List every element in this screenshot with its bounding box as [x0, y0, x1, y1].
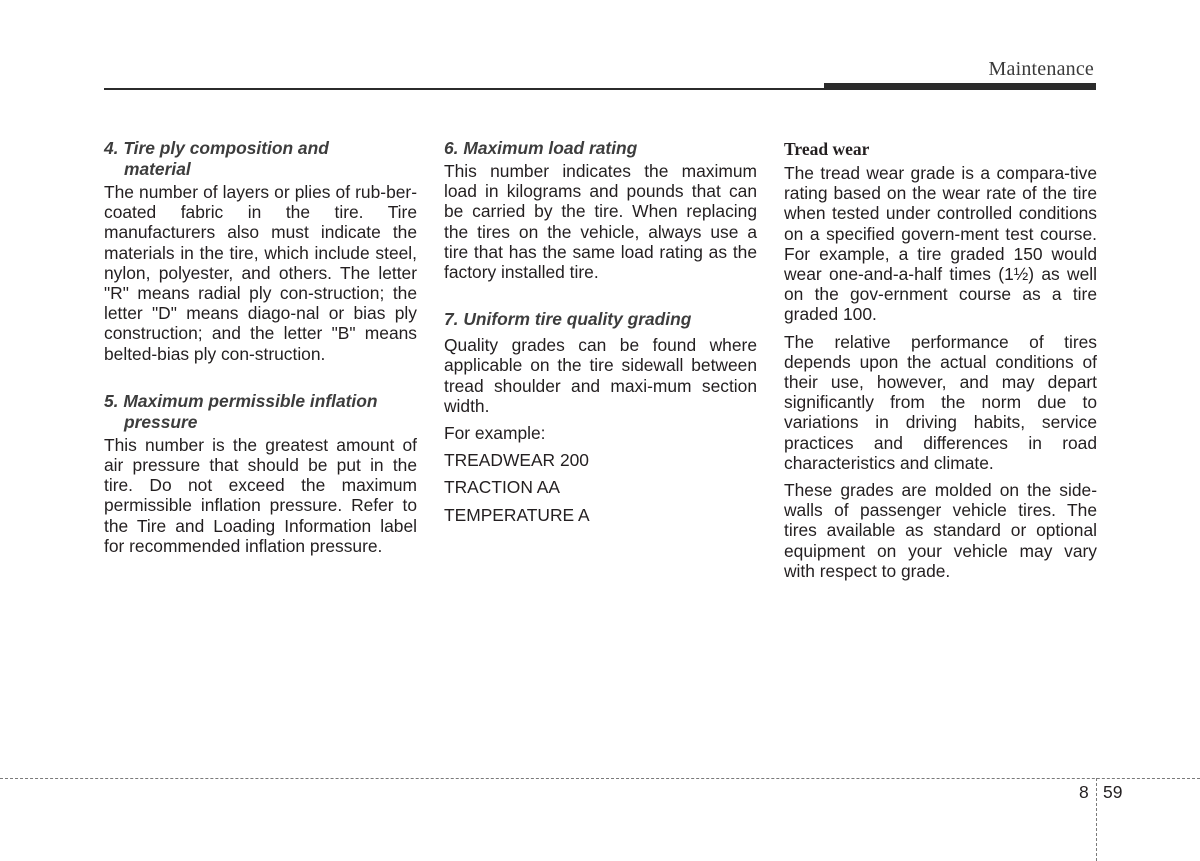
grade-traction: TRACTION AA — [444, 477, 560, 498]
item-7-body: Quality grades can be found where applicable on the tire sidewall between tread shoulder and maxi-mum section width. — [444, 335, 757, 416]
item-4-title-line2: material — [124, 159, 191, 179]
page-number: 59 — [1103, 782, 1123, 802]
grade-temperature: TEMPERATURE A — [444, 504, 590, 525]
column-left — [104, 138, 417, 556]
section-title: Maintenance — [988, 58, 1094, 80]
item-6-heading: 6. Maximum load rating — [444, 138, 638, 158]
item-5-title-line1: Maximum permissible inflation — [123, 390, 378, 411]
tread-wear-paragraph-1: The tread wear grade is a compara-tive rating based on the wear rate of the tire when tested under controlled conditions on a specified govern-ment test course. For example, a tire graded 150 would wear one-and-a-half times (1½) as well on the gov-ernment course as a tire graded 100. — [784, 163, 1097, 325]
tread-wear-heading: Tread wear — [784, 139, 870, 159]
item-4-title-line1: Tire ply composition and — [123, 138, 329, 158]
header-rule — [104, 88, 824, 90]
item-7-heading: 7. Uniform tire quality grading — [444, 309, 692, 330]
tread-wear-paragraph-3: These grades are molded on the side-walls of passenger vehicle tires. The tires available as standard or optional equipment on your vehicle may vary with respect to grade. — [784, 480, 1097, 581]
item-5-body: This number is the greatest amount of air pressure that should be put in the tire. Do not exceed the maximum permissible inflation pressure. Refer to the Tire and Loading Information label for recommended inflation pressure. — [104, 434, 417, 556]
footer-divider — [1096, 778, 1097, 861]
footer-rule — [0, 778, 1200, 779]
grade-treadwear: TREADWEAR 200 — [444, 450, 589, 471]
item-4-heading — [104, 138, 417, 180]
column-right — [784, 138, 1097, 581]
item-6-body: This number indicates the maximum load in kilograms and pounds that can be carried by the tire. When replacing the tires on the vehicle, always use a tire that has the same load rating as the factory installed tire. — [444, 161, 757, 283]
chapter-number: 8 — [1079, 782, 1089, 802]
item-4-number: 4. — [104, 138, 119, 158]
column-middle — [444, 138, 757, 525]
example-intro: For example: — [444, 423, 546, 444]
header-rule-accent — [824, 83, 1096, 90]
item-5-title-line2: pressure — [124, 411, 198, 432]
tread-wear-paragraph-2: The relative performance of tires depends upon the actual conditions of their use, however, and may depart significantly from the norm due to variations in driving habits, service practices and differences in road characteristics and climate. — [784, 331, 1097, 473]
item-4-body: The number of layers or plies of rub-ber-coated fabric in the tire. Tire manufacturers also must indicate the materials in the tire, which include steel, nylon, polyester, and others. The letter "R" means radial ply con-struction; the letter "D" means diago-nal or bias ply construction; and the letter "B" means belted-bias ply con-struction. — [104, 182, 417, 364]
item-5-number: 5. — [104, 390, 119, 411]
item-5-heading — [104, 391, 417, 433]
